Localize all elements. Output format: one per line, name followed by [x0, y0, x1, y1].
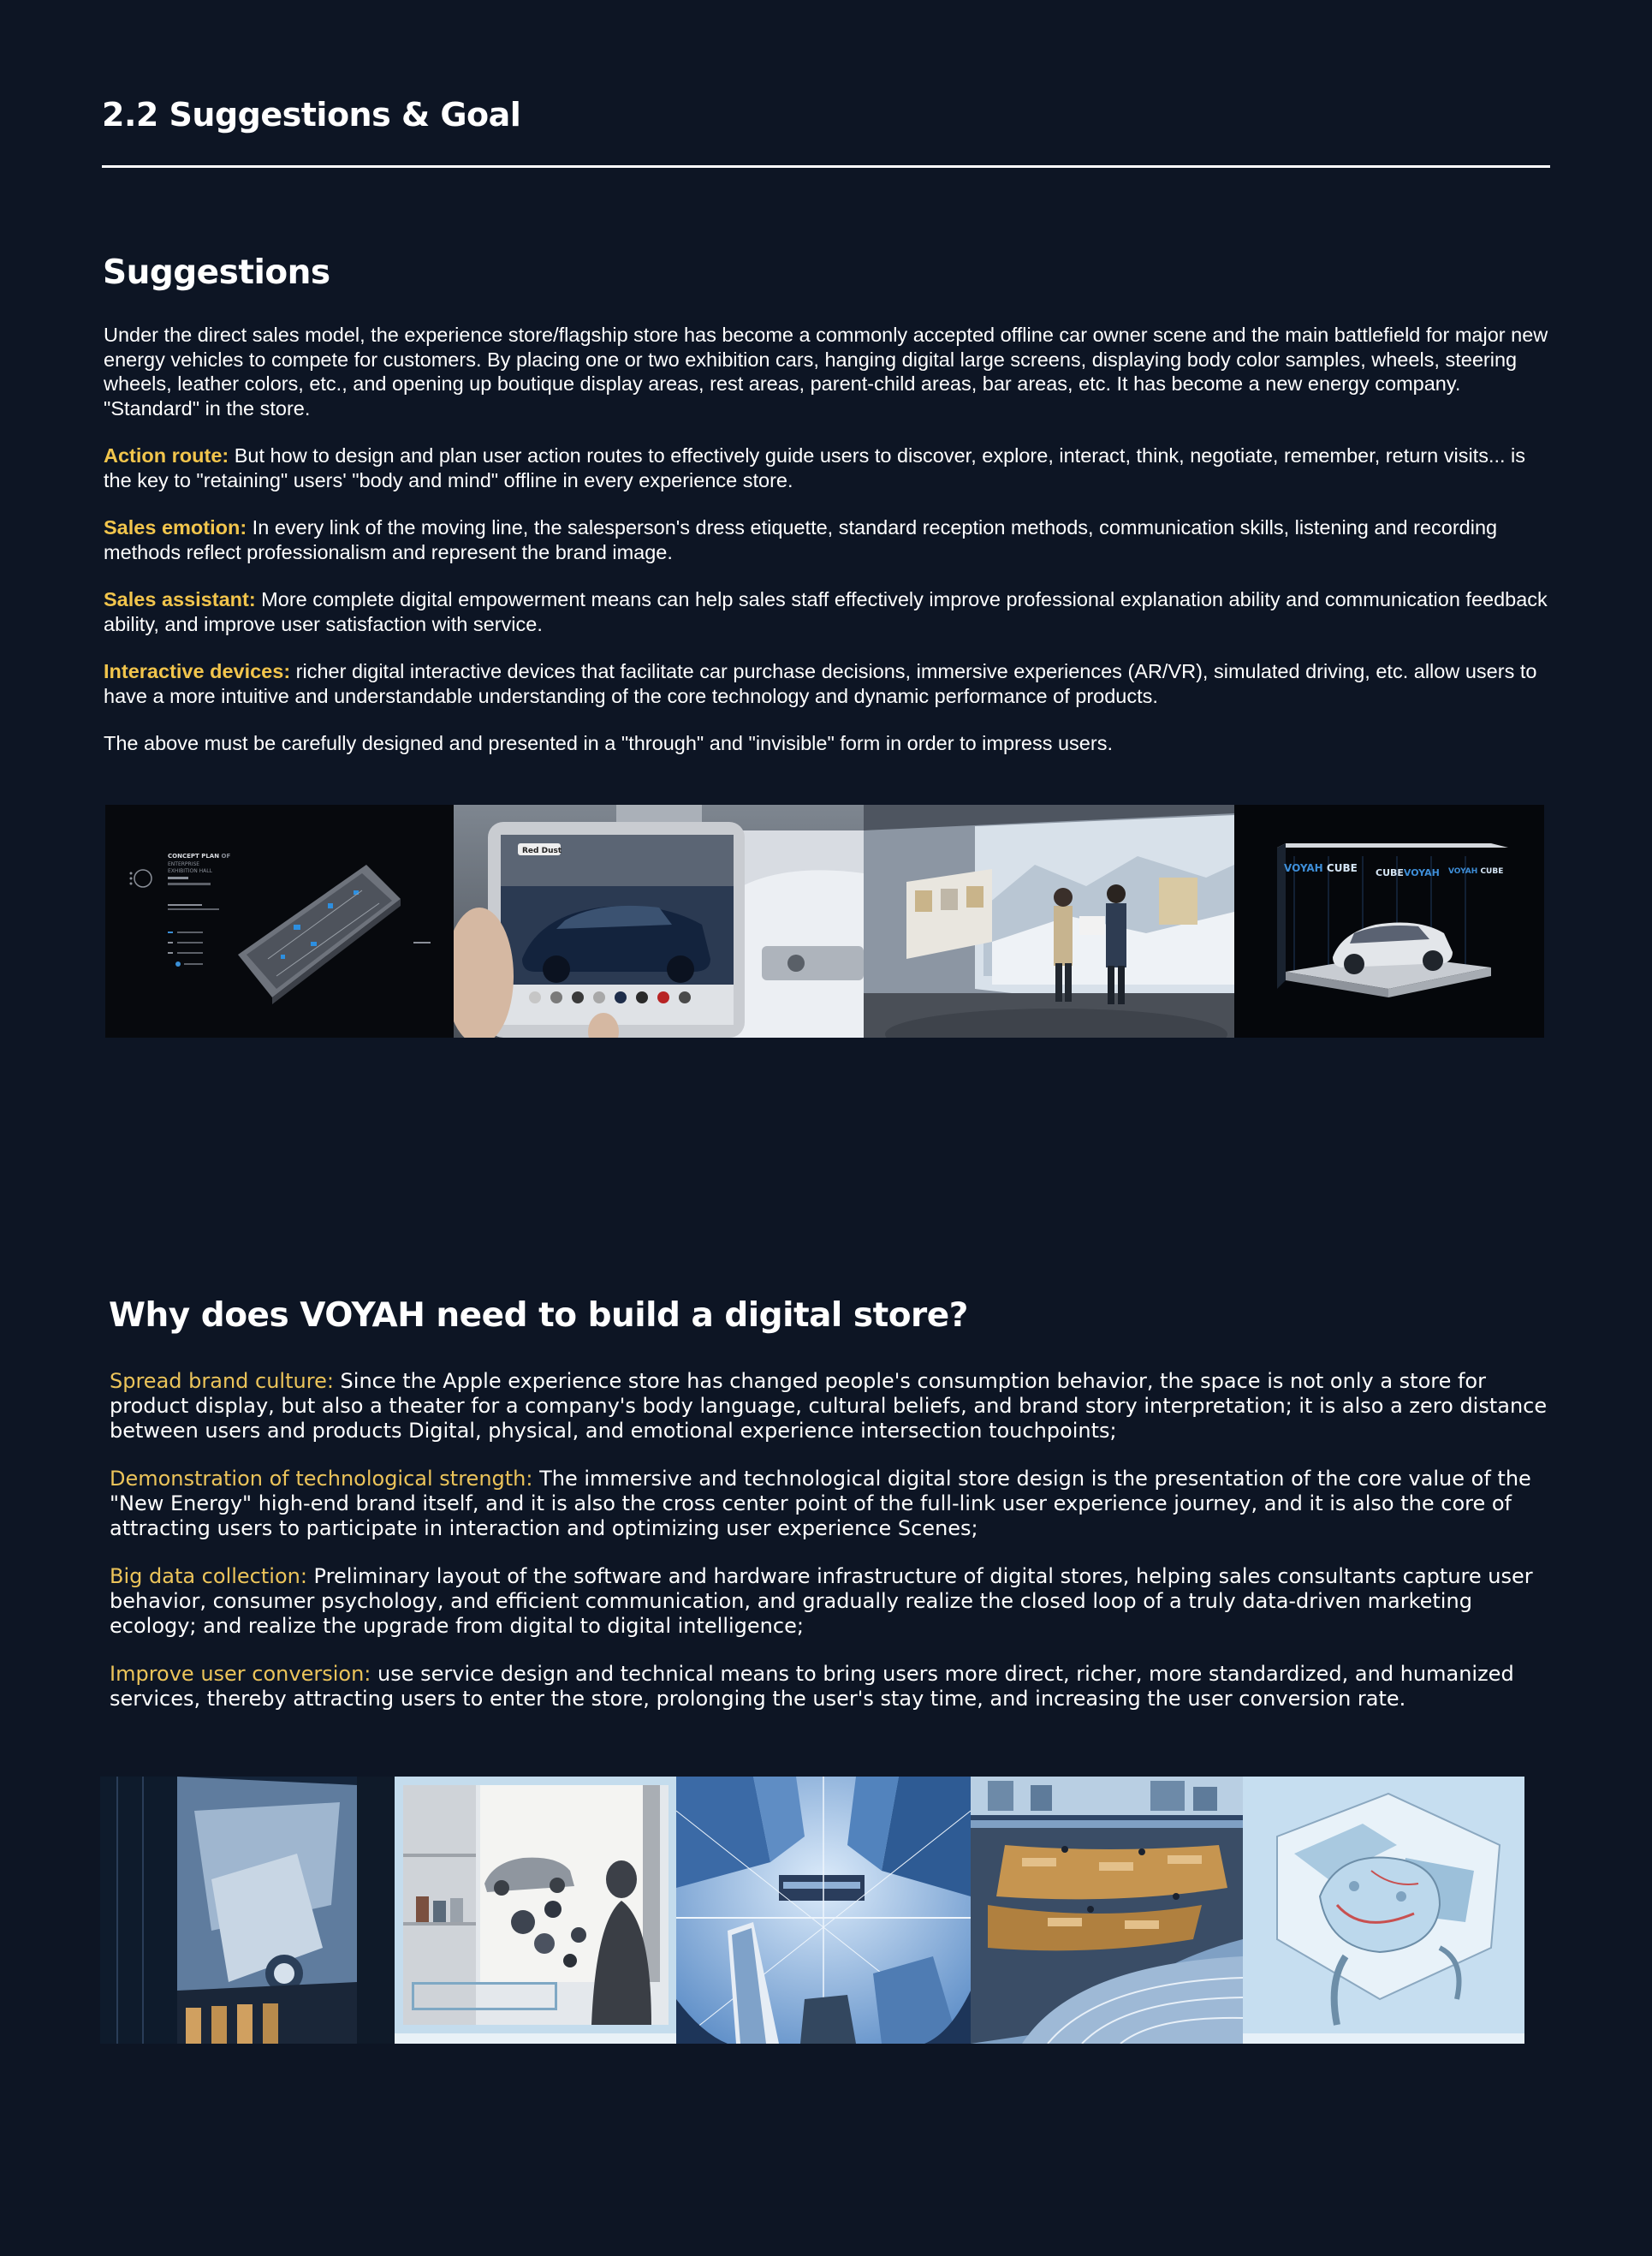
suggestion-key: Interactive devices:: [104, 660, 291, 682]
suggestions-intro: Under the direct sales model, the experience store/flagship store has become a commonly accepted offline car owner scene and the main battlefield for major new energy vehicles to compete for customers. By placing one or two exhibition cars, hanging digital large screens, displaying body color samples, wheels, steering wheels, leather colors, etc., and opening up boutique display areas, rest areas, parent-child areas, bar areas, etc. It has become a new energy company. "Standard" in the store.: [104, 324, 1548, 420]
why-key: Spread brand culture:: [110, 1369, 334, 1393]
why-text: Preliminary layout of the software and hardware infrastructure of digital stores, helping sales consultants capture user behavior, consumer psychology, and efficient communication, and gradually realize the closed loop of a truly data-driven marketing ecology; and realize the upgrade from digital to digital intelligence;: [110, 1564, 1533, 1638]
suggestion-text: More complete digital empowerment means can help sales staff effectively improve professional explanation ability and communication feedback ability, and improve user satisfaction with service.: [104, 588, 1548, 635]
why-item-tech-strength: [110, 1467, 1565, 1541]
suggestion-item-action-route: [104, 443, 1559, 492]
why-item-big-data: [110, 1564, 1565, 1639]
cube-text-left: CUBE: [1326, 862, 1358, 874]
store-floorplan-image: [1243, 1777, 1524, 2044]
voyah-cube-image: [1234, 805, 1544, 1038]
ar-tablet-car-image: [454, 805, 864, 1038]
title-divider: [102, 165, 1550, 168]
suggestions-heading: Suggestions: [103, 253, 330, 292]
concept-plan-image: [105, 805, 454, 1038]
cube-logo-mid: VOYAH: [1403, 867, 1440, 878]
section-title: 2.2 Suggestions & Goal: [102, 96, 521, 134]
suggestion-key: Action route:: [104, 444, 229, 467]
suggestion-item-sales-assistant: [104, 587, 1559, 636]
cube-text-mid: CUBE: [1376, 867, 1404, 878]
suggestion-text: richer digital interactive devices that facilitate car purchase decisions, immersive experiences (AR/VR), simulated driving, etc. allow users to have a more intuitive and understandable understanding of the core technology and dynamic performance of products.: [104, 660, 1537, 707]
why-body: [110, 1369, 1565, 1735]
why-text: use service design and technical means to bring users more direct, richer, more standardized, and humanized services, thereby attracting users to enter the store, prolonging the user's stay time, and increasing the user conversion rate.: [110, 1662, 1514, 1711]
why-key: Improve user conversion:: [110, 1662, 371, 1686]
svg-text:VOYAH CUBE: [1448, 867, 1503, 876]
suggestion-key: Sales emotion:: [104, 516, 247, 539]
display-shelf-image: [395, 1777, 676, 2044]
svg-text:CONCEPT PLAN OF: [168, 853, 230, 860]
cube-logo-right: VOYAH: [1448, 867, 1478, 876]
why-text: Since the Apple experience store has changed people's consumption behavior, the space is not only a store for product display, but also a theater for a company's body language, cultural beliefs, and brand story interpretation; it is also a zero distance between users and products Digital, physical, and emotional experience intersection touchpoints;: [110, 1369, 1548, 1443]
suggestions-conclusion: The above must be carefully designed and presented in a "through" and "invisible" form in order to impress users.: [104, 732, 1113, 754]
concept-plan-line2: ENTERPRISE: [168, 861, 200, 867]
glass-atrium-image: [676, 1777, 971, 2044]
concept-plan-title: CONCEPT PLAN: [168, 853, 220, 860]
spiral-staircase-image: [971, 1777, 1243, 2044]
suggestion-text: But how to design and plan user action routes to effectively guide users to discover, explore, interact, think, negotiate, remember, return visits... is the key to "retaining" users' "body and mind" offline in every experience store.: [104, 444, 1526, 491]
why-text: The immersive and technological digital store design is the presentation of the core value of the "New Energy" high-end brand itself, and it is also the cross center point of the full-link user experience journey, and it is also the core of attracting users to participate in interaction and optimizing user experience Scenes;: [110, 1467, 1531, 1540]
suggestions-body: [104, 323, 1559, 779]
svg-text:CUBEVOYAH: [1376, 867, 1440, 878]
why-heading: Why does VOYAH need to build a digital store?: [109, 1296, 968, 1335]
suggestions-image-strip: [105, 805, 1544, 1038]
why-item-user-conversion: [110, 1662, 1565, 1711]
suggestion-item-sales-emotion: [104, 515, 1559, 564]
suggestion-item-interactive-devices: [104, 659, 1559, 708]
why-key: Big data collection:: [110, 1564, 307, 1588]
concept-plan-line3: EXHIBITION HALL: [168, 868, 212, 874]
why-item-brand-culture: [110, 1369, 1565, 1443]
building-facade-image: [100, 1777, 395, 2044]
why-image-strip: [100, 1777, 1524, 2044]
ar-tablet-label: Red Dust: [522, 847, 562, 855]
exhibition-wall-image: [864, 805, 1234, 1038]
suggestion-text: In every link of the moving line, the salesperson's dress etiquette, standard reception methods, communication skills, listening and recording methods reflect professionalism and represent the brand image.: [104, 516, 1498, 563]
cube-text-right: CUBE: [1480, 867, 1504, 876]
svg-text:VOYAH CUBE: [1284, 862, 1358, 874]
suggestion-key: Sales assistant:: [104, 588, 256, 610]
why-key: Demonstration of technological strength:: [110, 1467, 533, 1491]
cube-logo-left: VOYAH: [1284, 862, 1323, 874]
concept-plan-suffix: OF: [221, 853, 231, 860]
